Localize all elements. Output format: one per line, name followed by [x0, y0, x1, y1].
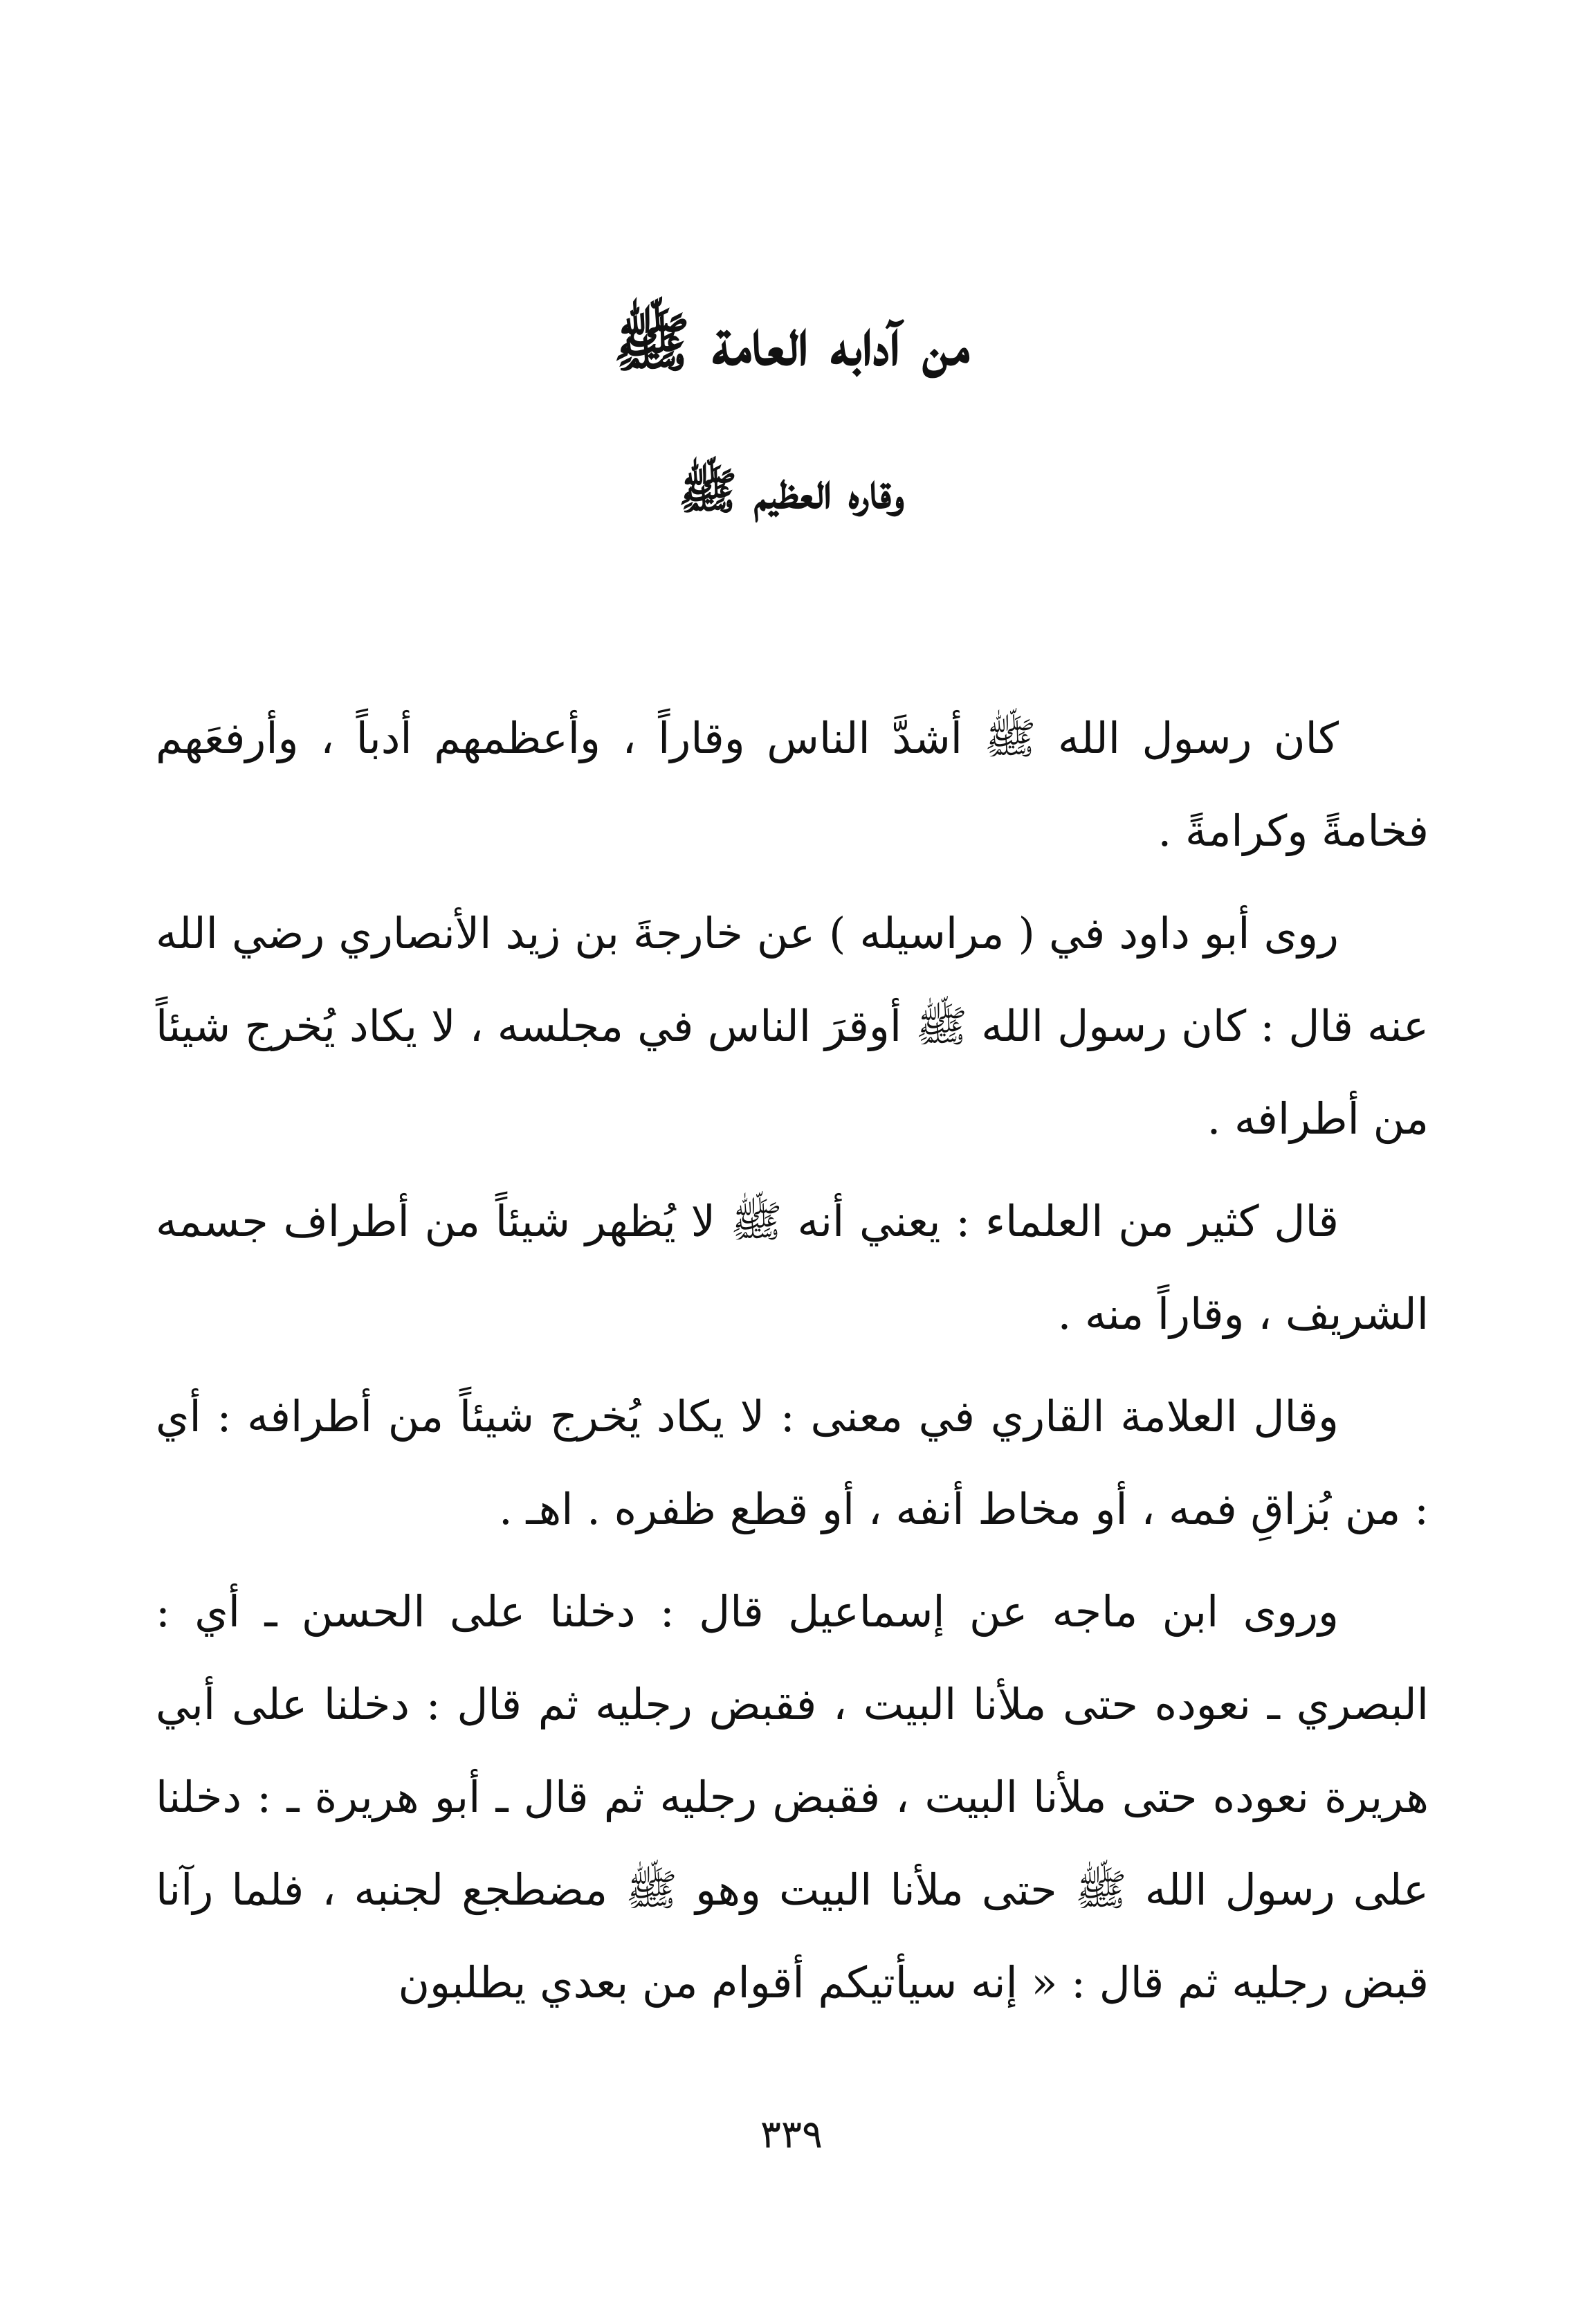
paragraph: روى أبو داود في ( مراسيله ) عن خارجةَ بن زيد الأنصاري رضي الله عنه قال : كان رسول الله ﷺ أوقرَ الناس في مجلسه ، لا يكاد يُخرج شيئاً من أطرافه . [156, 908, 1429, 1144]
body-text [156, 692, 1429, 2039]
paragraph: وروى ابن ماجه عن إسماعيل قال : دخلنا على الحسن ـ أي : البصري ـ نعوده حتى ملأنا البيت ، فقبض رجليه ثم قال : دخلنا على أبي هريرة نعوده حتى ملأنا البيت ، فقبض رجليه ثم قال ـ أبو هريرة ـ : دخلنا على رسول الله ﷺ حتى ملأنا البيت وهو ﷺ مضطجع لجنبه ، فلما رآنا قبض رجليه ثم قال : « إنه سيأتيكم أقوام من بعدي يطلبون [156, 1586, 1429, 2008]
section-subtitle: وقاره العظيم ﷺ [678, 462, 905, 520]
chapter-title: من آدابه العامة ﷺ [613, 305, 970, 380]
page-number: ٣٣٩ [760, 2112, 823, 2157]
paragraph: كان رسول الله ﷺ أشدَّ الناس وقاراً ، وأعظمهم أدباً ، وأرفعَهم فخامةً وكرامةً . [156, 713, 1429, 856]
paragraph: وقال العلامة القاري في معنى : لا يكاد يُخرج شيئاً من أطرافه : أي : من بُزاقِ فمه ، أو مخاط أنفه ، أو قطع ظفره . اهـ . [156, 1391, 1429, 1534]
paragraph: قال كثير من العلماء : يعني أنه ﷺ لا يُظهر شيئاً من أطراف جسمه الشريف ، وقاراً منه . [156, 1196, 1429, 1339]
